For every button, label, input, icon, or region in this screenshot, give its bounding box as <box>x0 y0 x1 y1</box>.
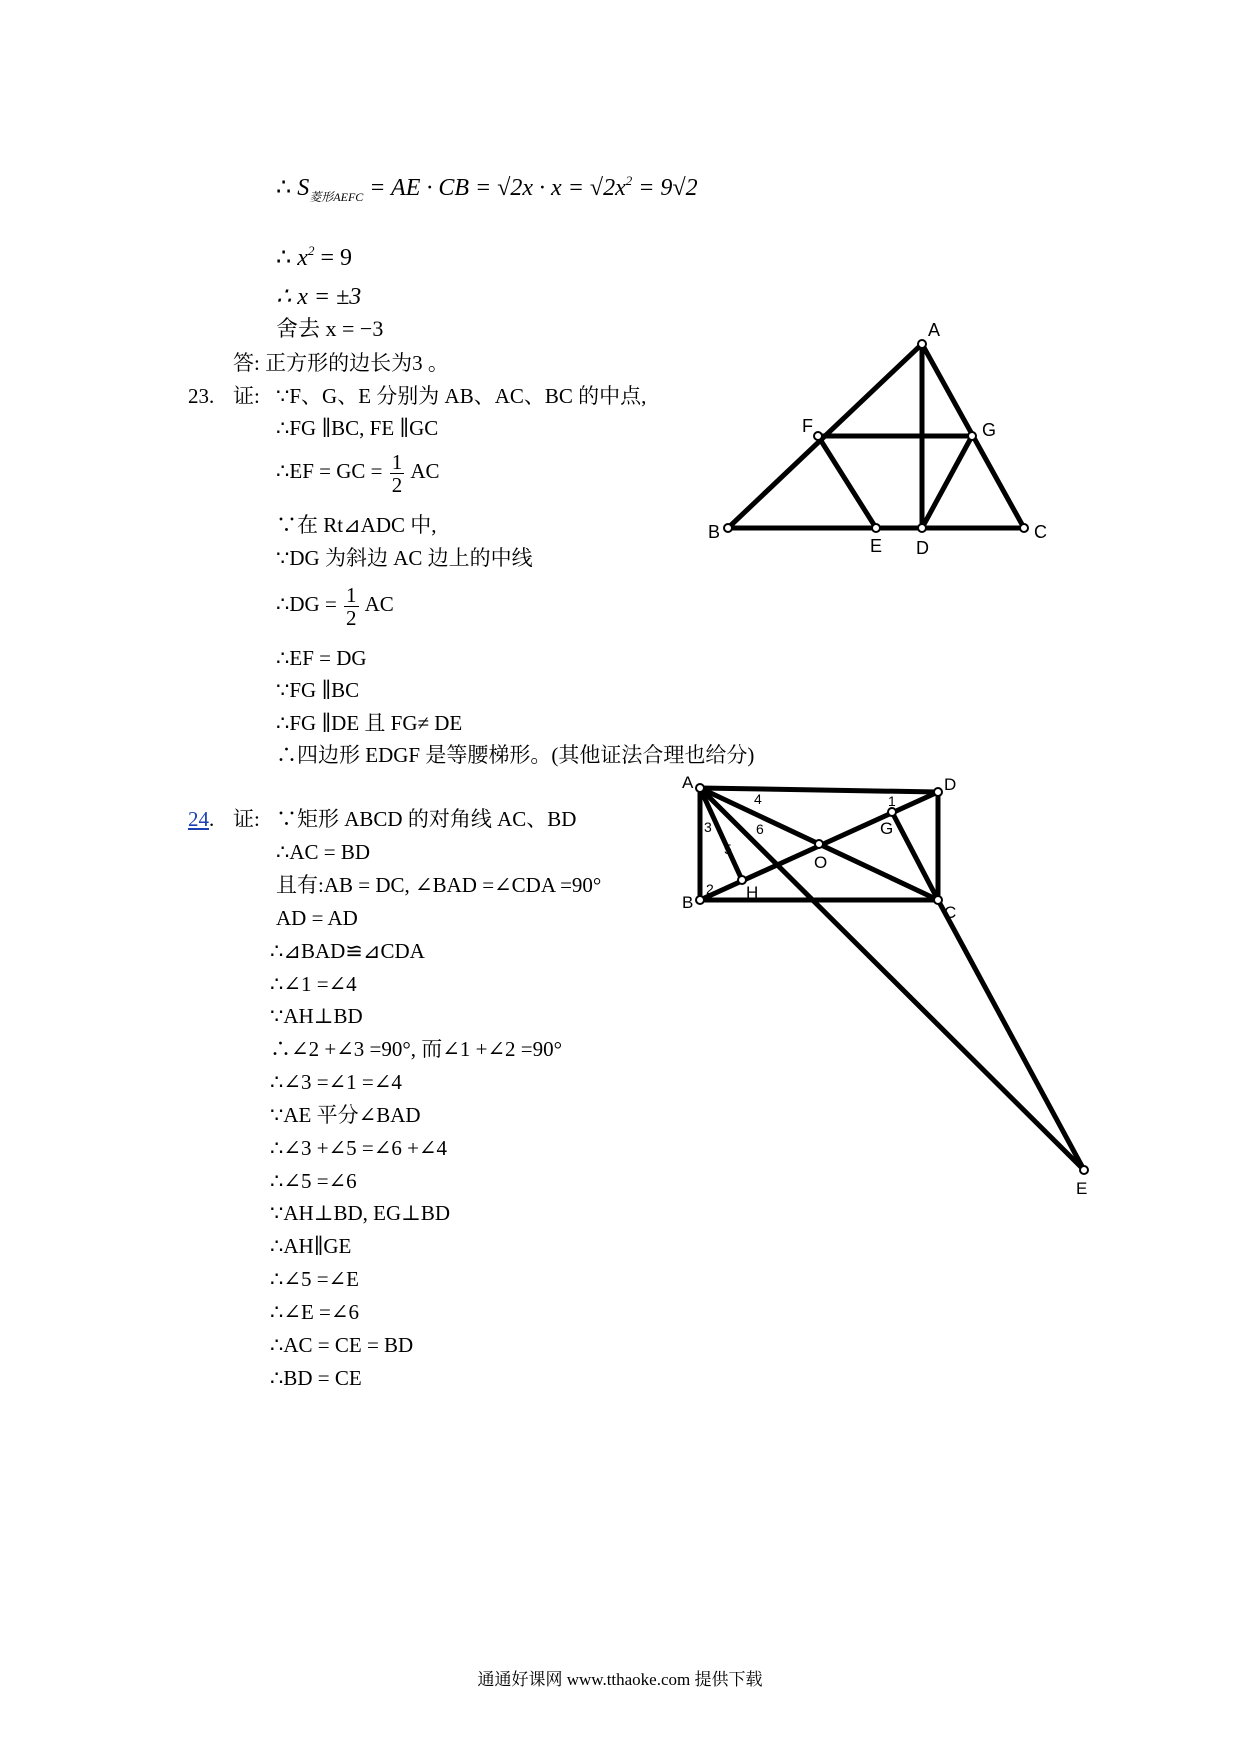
q24-line-6: ∵AH⊥BD <box>270 1004 363 1028</box>
label-d: D <box>916 538 929 558</box>
segment-dg <box>922 436 972 528</box>
point-a <box>918 340 926 348</box>
x-value-line: ∴ x = ±3 <box>276 284 362 310</box>
q23-line-1: ∵F、G、E 分别为 AB、AC、BC 的中点, <box>276 384 647 408</box>
q23-line-6: ∵FG ∥BC <box>276 678 360 702</box>
q24-line-7: ∴∠2 +∠3 =90°, 而∠1 +∠2 =90° <box>270 1037 563 1061</box>
q24-line-4: ∴⊿BAD≌⊿CDA <box>270 939 425 963</box>
q24-line-9: ∵AE 平分∠BAD <box>270 1103 421 1127</box>
label-f: F <box>802 416 813 436</box>
ef-left: ∴EF = GC = <box>276 459 383 483</box>
segment-ad <box>700 788 938 792</box>
label-c: C <box>944 903 957 922</box>
label-a: A <box>928 320 941 340</box>
dg-right: AC <box>364 592 394 616</box>
segment-fe <box>818 436 876 528</box>
area-symbol: S <box>297 175 310 201</box>
q24-line-5: ∴∠1 =∠4 <box>270 972 357 996</box>
q24-line-13: ∴AH∥GE <box>270 1234 352 1258</box>
therefore-symbol: ∴ <box>276 175 292 201</box>
q23-line-2: ∴FG ∥BC, FE ∥GC <box>276 416 439 440</box>
area-expression-3: 2x <box>603 175 626 201</box>
label-h: H <box>746 883 759 902</box>
q24-line-15: ∴∠E =∠6 <box>270 1300 359 1324</box>
angle-label-1: 1 <box>888 793 896 809</box>
point-g <box>888 808 896 816</box>
q24-prove-label: 证: <box>233 807 260 831</box>
sqrt-sign: √ <box>672 175 686 201</box>
fraction-numerator: 1 <box>391 449 403 474</box>
q24-line-11: ∴∠5 =∠6 <box>270 1169 357 1193</box>
q24-line-2: 且有:AB = DC, ∠BAD =∠CDA =90° <box>276 873 602 897</box>
q24-line-14: ∴∠5 =∠E <box>270 1267 359 1291</box>
q23-line-7: ∴FG ∥DE 且 FG≠ DE <box>276 711 463 735</box>
q24-line-10: ∴∠3 +∠5 =∠6 +∠4 <box>270 1136 448 1160</box>
x-squared-value: = 9 <box>314 245 352 271</box>
variable-x: x <box>297 245 308 271</box>
sqrt-sign: √ <box>589 175 604 201</box>
answer-line: 答: 正方形的边长为3 。 <box>233 351 449 375</box>
discard-line: 舍去 x = −3 <box>276 316 384 341</box>
segment-ce <box>938 900 1084 1170</box>
therefore-symbol: ∴ <box>276 245 292 271</box>
angle-label-6: 6 <box>756 821 764 837</box>
label-e: E <box>870 536 883 556</box>
point-o <box>815 840 823 848</box>
label-b: B <box>682 893 694 912</box>
q24-dot: . <box>209 807 215 831</box>
q23-triangle-figure <box>700 320 1080 560</box>
area-line <box>276 168 698 210</box>
square-exponent: 2 <box>307 243 315 258</box>
fraction-half <box>344 584 359 629</box>
square-exponent: 2 <box>625 173 633 188</box>
point-a <box>696 784 704 792</box>
point-c <box>1020 524 1028 532</box>
q24-line-1: ∴AC = BD <box>276 840 371 864</box>
q24-line-12: ∵AH⊥BD, EG⊥BD <box>270 1201 451 1225</box>
fraction-denominator: 2 <box>346 605 357 630</box>
q24-number-link[interactable]: 24 <box>188 807 209 831</box>
dg-left: ∴DG = <box>276 592 337 616</box>
q23-ef-line <box>276 446 440 496</box>
q24-first-line: ∵矩形 ABCD 的对角线 AC、BD <box>276 807 577 831</box>
angle-label-3: 3 <box>704 819 712 835</box>
point-e <box>872 524 880 532</box>
area-expression-5: 2 <box>685 175 698 201</box>
q24-line-8: ∴∠3 =∠1 =∠4 <box>270 1070 402 1094</box>
q24-number <box>188 806 214 832</box>
angle-label-5: 5 <box>724 841 732 857</box>
q24-rectangle-figure <box>680 770 1110 1220</box>
label-b: B <box>708 522 721 542</box>
label-o: O <box>814 853 828 872</box>
segment-ae <box>700 788 1084 1170</box>
page-footer: 通通好课网 www.tthaoke.com 提供下载 <box>477 1670 763 1689</box>
point-c <box>934 896 942 904</box>
area-expression-1: = AE · CB = <box>369 175 498 201</box>
angle-label-4: 4 <box>754 791 762 807</box>
point-b <box>724 524 732 532</box>
area-expression-4: = 9 <box>632 175 673 201</box>
point-e <box>1080 1166 1088 1174</box>
fraction-half <box>390 451 405 496</box>
point-f <box>814 432 822 440</box>
x-squared-line <box>276 238 352 271</box>
label-e: E <box>1076 1179 1088 1198</box>
fraction-denominator: 2 <box>391 472 403 497</box>
area-subscript: 菱形AEFC <box>309 190 364 204</box>
q23-line-4: ∵DG 为斜边 AC 边上的中线 <box>276 546 533 570</box>
q23-number: 23. <box>188 384 215 408</box>
q23-line-8: ∴四边形 EDGF 是等腰梯形。(其他证法合理也给分) <box>276 743 755 767</box>
angle-label-2: 2 <box>706 881 714 897</box>
area-expression-2: 2x · x = <box>510 175 590 201</box>
point-d <box>918 524 926 532</box>
ef-right: AC <box>410 459 440 483</box>
q23-prove-label: 证: <box>233 384 260 408</box>
q23-dg-line <box>276 579 394 629</box>
label-g: G <box>982 420 997 440</box>
sqrt-sign: √ <box>497 175 511 201</box>
label-c: C <box>1034 522 1047 542</box>
fraction-numerator: 1 <box>346 582 357 607</box>
label-a: A <box>682 773 694 792</box>
q23-line-3: ∵在 Rt⊿ADC 中, <box>276 513 437 537</box>
point-b <box>696 896 704 904</box>
q24-line-16: ∴AC = CE = BD <box>270 1333 414 1357</box>
point-h <box>738 876 746 884</box>
label-g: G <box>880 819 894 838</box>
point-g <box>968 432 976 440</box>
label-d: D <box>944 775 957 794</box>
q23-line-5: ∴EF = DG <box>276 646 367 670</box>
q24-line-17: ∴BD = CE <box>270 1366 362 1390</box>
point-d <box>934 788 942 796</box>
q24-line-3: AD = AD <box>276 906 358 930</box>
